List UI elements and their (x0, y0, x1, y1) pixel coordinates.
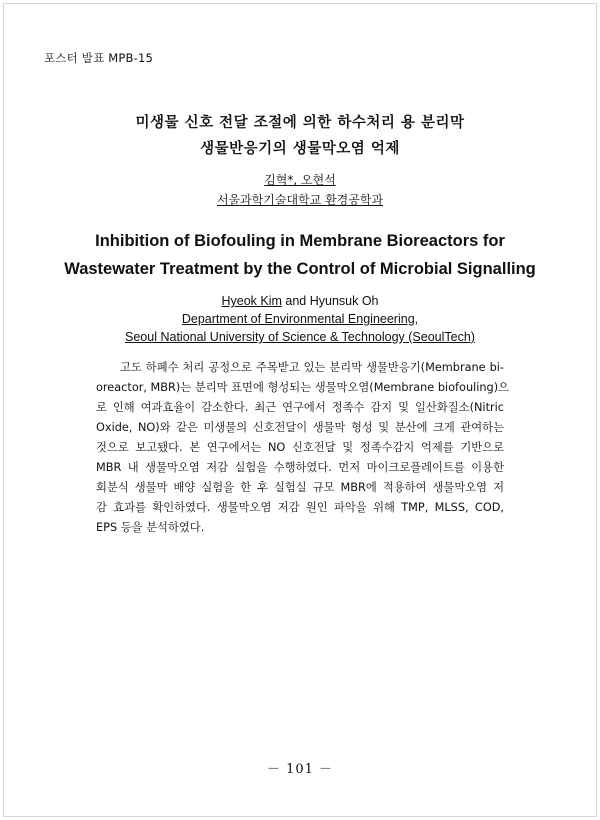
page-number: － 101 － (266, 762, 334, 777)
english-affiliation-row-2 (0, 327, 600, 347)
korean-authors-row (0, 170, 600, 190)
korean-title-line-2: 생물반응기의 생물막오염 억제 (200, 141, 400, 157)
korean-title-line-1: 미생물 신호 전달 조절에 의한 하수처리 용 분리막 (135, 115, 465, 131)
english-authors (0, 291, 600, 311)
korean-affiliation: 서울과학기술대학교 환경공학과 (216, 193, 384, 207)
korean-authors: 김혁*, 오현석 (264, 173, 336, 187)
abstract-line: MBR 내 생물막오염 저감 실험을 수행하였다. 먼저 마이크로플레이트를 이용한 (96, 461, 504, 474)
abstract-line: 것으로 보고됐다. 본 연구에서는 NO 신호전달 및 정족수감지 억제를 기반으로 (96, 441, 504, 454)
english-title-line-2: Wastewater Treatment by the Control of Microbial Signalling (64, 260, 536, 278)
korean-affiliation-row (0, 190, 600, 210)
abstract-line: 고도 하폐수 처리 공정으로 주목받고 있는 분리막 생물반응기(Membrane bi- (120, 361, 504, 374)
abstract-line: 감 효과를 확인하였다. 생물막오염 저감 원인 파악을 위해 TMP, MLSS, COD, (96, 501, 504, 514)
english-affiliation-row-1 (0, 309, 600, 329)
abstract-line: Oxide, NO)와 같은 미생물의 신호전달이 생물막 형성 및 분산에 크게 관여하는 (96, 421, 504, 434)
english-affiliation-line-2: Seoul National University of Science & Technology (SeoulTech) (125, 330, 475, 344)
abstract-line: EPS 등을 분석하였다. (96, 521, 205, 534)
abstract-line: 로 인해 여과효율이 감소한다. 최근 연구에서 정족수 감지 및 일산화질소(Nitric (96, 401, 504, 414)
abstract-line: oreactor, MBR)는 분리막 표면에 형성되는 생물막오염(Membrane biofouling)으 (96, 381, 510, 394)
session-label: 포스터 발표 MPB-15 (44, 51, 153, 65)
english-affiliation-line-1: Department of Environmental Engineering, (181, 312, 419, 326)
english-author-1: Hyeok Kim (221, 294, 282, 308)
english-title-line-1: Inhibition of Biofouling in Membrane Bioreactors for (95, 232, 505, 250)
abstract-line: 회분식 생물막 배양 실험을 한 후 실험실 규모 MBR에 적용하여 생물막오염 저 (96, 481, 504, 494)
english-author-2: and Hyunsuk Oh (281, 294, 379, 308)
